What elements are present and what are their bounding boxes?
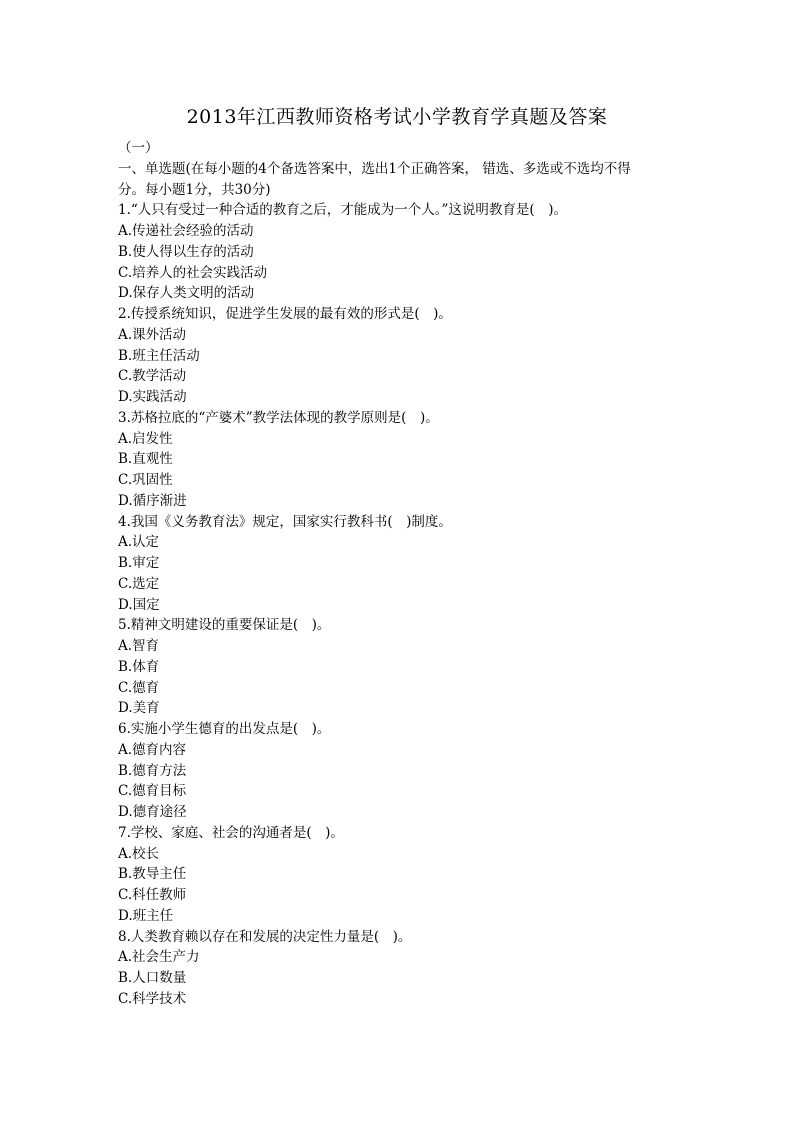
- option-a: A.传递社会经验的活动: [118, 223, 254, 239]
- option-b: B.班主任活动: [118, 347, 200, 364]
- question-stem: 4.我国《义务教育法》规定，国家实行教科书( )制度。: [118, 513, 452, 530]
- question-stem: 7.学校、家庭、社会的沟通者是( )。: [118, 824, 344, 841]
- option-b: B.人口数量: [118, 970, 187, 986]
- section-heading-line-2: 分。每小题1分，共30分): [118, 181, 271, 198]
- question-2: [118, 304, 678, 408]
- option-a: A.课外活动: [118, 326, 187, 343]
- option-b: B.教导主任: [118, 866, 187, 883]
- option-d: D.国定: [118, 596, 160, 613]
- document-title: 2013年江西教师资格考试小学教育学真题及答案: [186, 106, 608, 128]
- option-a: A.认定: [118, 534, 160, 551]
- option-c: C.选定: [118, 575, 160, 592]
- option-c: C.巩固性: [118, 472, 173, 488]
- option-c: C.德育: [118, 679, 160, 696]
- option-d: D.美育: [118, 700, 160, 717]
- option-a: A.德育内容: [118, 741, 187, 758]
- option-b: B.直观性: [118, 451, 173, 468]
- option-c: C.科学技术: [118, 990, 187, 1007]
- question-3: [118, 408, 678, 512]
- option-a: A.校长: [118, 845, 160, 862]
- document-body: [118, 138, 678, 1010]
- option-b: B.体育: [118, 658, 160, 675]
- option-d: D.实践活动: [118, 389, 187, 405]
- question-stem: 2.传授系统知识，促进学生发展的最有效的形式是( )。: [118, 306, 452, 322]
- question-stem: 6.实施小学生德育的出发点是( )。: [118, 721, 331, 737]
- option-c: C.培养人的社会实践活动: [118, 264, 268, 281]
- part-label: （一）: [118, 140, 159, 156]
- option-d: D.保存人类文明的活动: [118, 285, 255, 302]
- option-b: B.德育方法: [118, 762, 187, 779]
- question-stem: 5.精神文明建设的重要保证是( )。: [118, 617, 331, 634]
- question-6: [118, 719, 678, 823]
- question-1: [118, 200, 678, 304]
- option-b: B.审定: [118, 555, 160, 571]
- option-a: A.社会生产力: [118, 949, 200, 966]
- question-5: [118, 615, 678, 719]
- option-c: C.教学活动: [118, 368, 187, 385]
- question-stem: 8.人类教育赖以存在和发展的决定性力量是( )。: [118, 928, 412, 945]
- option-a: A.智育: [118, 638, 160, 654]
- section-heading-line-1: 一、单选题(在每小题的4个备选答案中，选出1个正确答案， 错选、多选或不选均不得: [118, 160, 631, 177]
- question-7: [118, 823, 678, 927]
- question-8: [118, 927, 678, 1010]
- option-d: D.班主任: [118, 907, 174, 924]
- question-stem: 3.苏格拉底的“产婆术”教学法体现的教学原则是( )。: [118, 409, 439, 426]
- question-stem: 1.“人只有受过一种合适的教育之后，才能成为一个人。”这说明教育是( )。: [118, 202, 567, 219]
- option-c: C.科任教师: [118, 887, 187, 903]
- option-b: B.使人得以生存的活动: [118, 243, 254, 260]
- option-a: A.启发性: [118, 430, 173, 447]
- option-d: D.德育途径: [118, 804, 187, 820]
- option-d: D.循序渐进: [118, 492, 187, 509]
- question-4: [118, 512, 678, 616]
- option-c: C.德育目标: [118, 783, 187, 800]
